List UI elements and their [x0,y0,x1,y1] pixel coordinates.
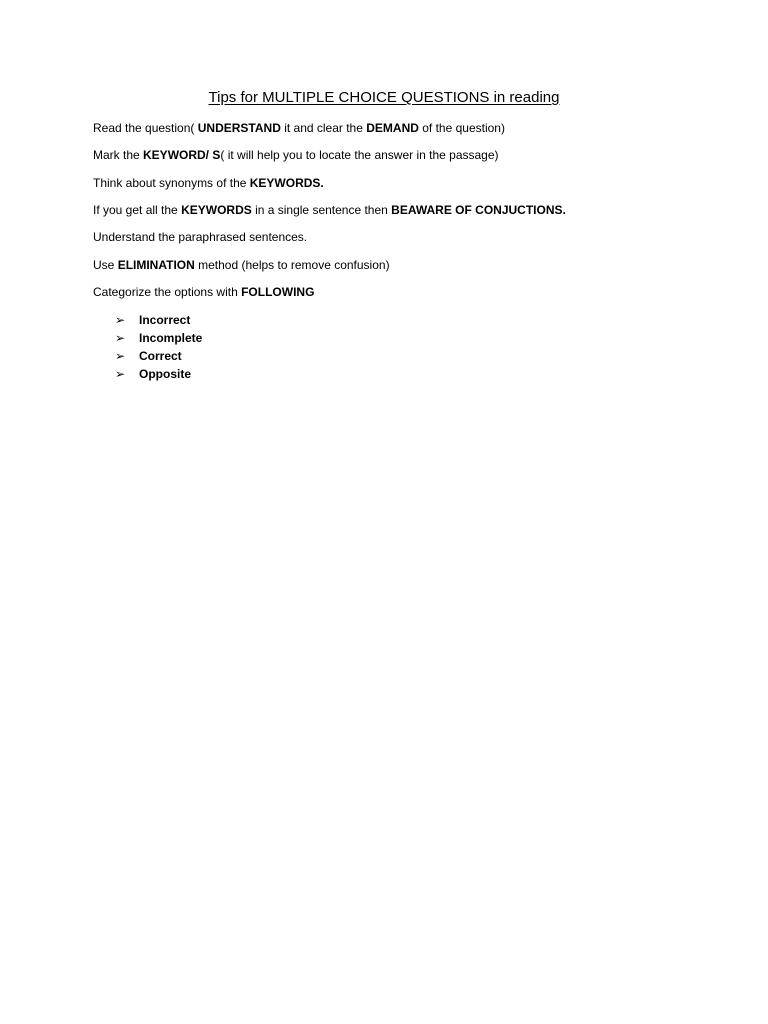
list-item [115,311,202,329]
text-run: Read the question( [93,121,198,135]
arrow-bullet-icon: ➢ [115,349,126,363]
text-run: in a single sentence then [251,203,392,217]
text-run: Use [93,258,118,272]
tip-conjunctions [93,203,566,217]
text-run: ( it will help you to locate the answer in the passage) [220,148,499,162]
text-run-bold: KEYWORDS. [249,176,324,190]
text-run: of the question) [418,121,505,135]
text-run: Understand the paraphrased sentences. [93,230,308,244]
text-run: Categorize the options with [93,285,242,299]
arrow-bullet-icon: ➢ [115,367,126,381]
option-incorrect: Incorrect [139,313,191,327]
tip-categorize [93,285,314,299]
arrow-bullet-icon: ➢ [115,313,126,327]
tip-elimination [93,258,390,272]
text-run: method (helps to remove confusion) [194,258,390,272]
text-run: it and clear the [280,121,367,135]
tip-paraphrase [93,230,307,244]
list-item [115,365,202,383]
text-run-bold: DEMAND [366,121,419,135]
text-run-bold: KEYWORDS [181,203,252,217]
tip-mark-keyword [93,148,499,162]
options-list [115,311,202,383]
document-title: Tips for MULTIPLE CHOICE QUESTIONS in reading [208,89,560,106]
text-run: If you get all the [93,203,182,217]
text-run: Mark the [93,148,144,162]
tip-read-question [93,121,505,135]
text-run: Think about synonyms of the [93,176,250,190]
text-run-bold: UNDERSTAND [197,121,281,135]
text-run-bold: FOLLOWING [241,285,315,299]
option-incomplete: Incomplete [139,331,203,345]
option-opposite: Opposite [139,367,192,381]
option-correct: Correct [139,349,182,363]
text-run-bold: ELIMINATION [117,258,195,272]
list-item [115,347,202,365]
text-run-bold: BEAWARE OF CONJUCTIONS. [391,203,566,217]
text-run-bold: KEYWORD/ S [143,148,221,162]
arrow-bullet-icon: ➢ [115,331,126,345]
tip-synonyms [93,176,324,190]
list-item [115,329,202,347]
